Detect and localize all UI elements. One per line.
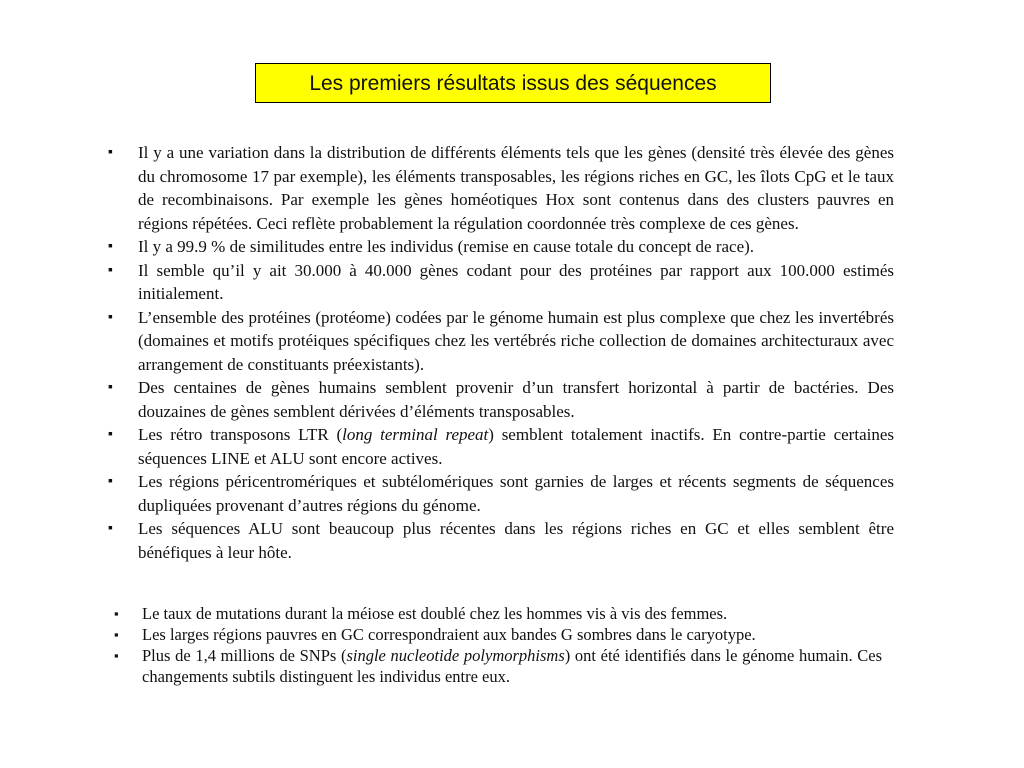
bullet-item: ▪ Le taux de mutations durant la méiose est doublé chez les hommes vis à vis des femmes. [142,603,882,624]
bullet-text: Plus de 1,4 millions de SNPs ( [142,646,347,665]
bullet-item: ▪ L’ensemble des protéines (protéome) codées par le génome humain est plus complexe que chez les invertébrés (domaines et motifs protéiques spécifiques chez les vertébrés riche collection de domaines architecturaux avec arrangement de constituants préexistants). [138,306,894,377]
bullet-italic-term: single nucleotide polymorphisms [346,646,565,665]
bullet-text: ) semblent totalement inactifs. En contre-partie certaines séquences LINE et ALU sont encore actives. [138,425,894,468]
bullet-italic-term: long terminal repeat [342,425,489,444]
bullet-list-main [138,141,894,564]
bullet-item: ▪ Il semble qu’il y ait 30.000 à 40.000 gènes codant pour des protéines par rapport aux 100.000 estimés initialement. [138,259,894,306]
bullet-item: ▪ Les séquences ALU sont beaucoup plus récentes dans les régions riches en GC et elles semblent être bénéfiques à leur hôte. [138,517,894,564]
bullet-item: ▪ Les régions péricentromériques et subtélomériques sont garnies de larges et récents segments de séquences dupliquées provenant d’autres régions du génome. [138,470,894,517]
slide-title: Les premiers résultats issus des séquences [255,63,771,103]
bullet-item [138,423,894,470]
bullet-item [142,645,882,687]
bullet-item: ▪ Il y a 99.9 % de similitudes entre les individus (remise en cause totale du concept de race). [138,235,894,259]
bullet-item: ▪ Des centaines de gènes humains semblent provenir d’un transfert horizontal à partir de bactéries. Des douzaines de gènes semblent dérivées d’éléments transposables. [138,376,894,423]
bullet-text: ) ont été identifiés dans le génome humain. Ces changements subtils distinguent les individus entre eux. [142,646,882,686]
bullet-item: ▪ Il y a une variation dans la distribution de différents éléments tels que les gènes (densité très élevée des gènes du chromosome 17 par exemple), les éléments transposables, les régions riches en GC, les îlots CpG et le taux de recombinaisons. Par exemple les gènes homéotiques Hox sont contenus dans des clusters pauvres en régions répétées. Ceci reflète probablement la régulation coordonnée très complexe de ces gènes. [138,141,894,235]
bullet-list-secondary [142,603,882,687]
bullet-item: ▪ Les larges régions pauvres en GC correspondraient aux bandes G sombres dans le caryotype. [142,624,882,645]
bullet-text: Les rétro transposons LTR ( [138,425,343,444]
